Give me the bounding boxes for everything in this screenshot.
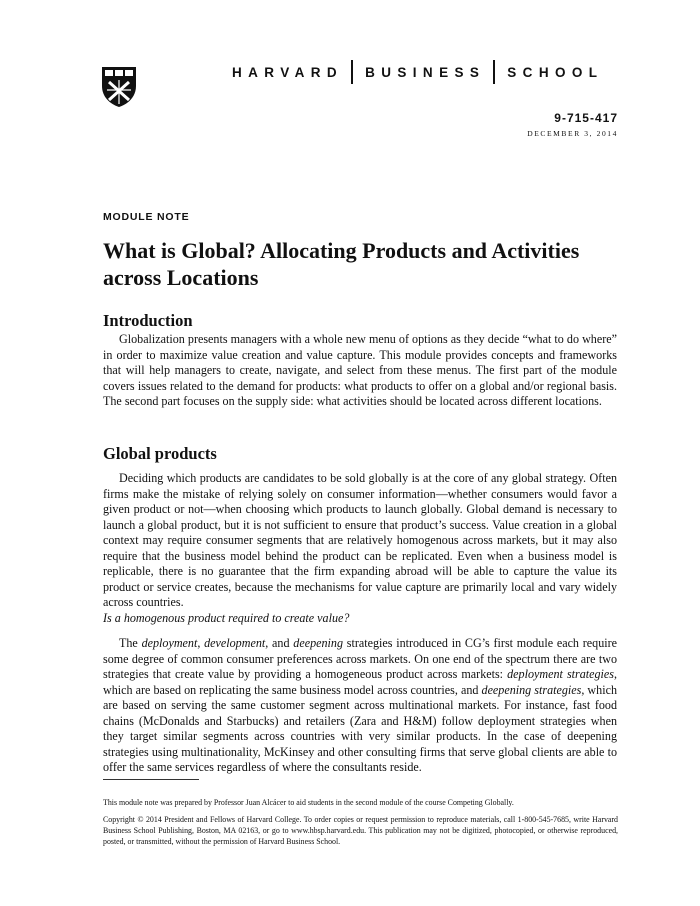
subheading-homogenous-product: Is a homogenous product required to create value? xyxy=(103,611,350,625)
global-products-paragraph: Deciding which products are candidates to be sold globally is at the core of any global strategy. Often firms make the mistake of relying solely on consumer information—whether consumers would favor a given product or not—when choosing which products to launch globally. Global demand is necessary to launch a global product, but it is not sufficient to ensure that product’s success. Value creation in a global context may require consumer segments that are relatively homogenous across markets, but it may also require that the business model behind the product can be replicated. Even when a business model is replicable, there is no guarantee that the firm expanding abroad will be able to capture the value its product or service creates, because the mechanisms for value capture are primarily local and vary widely across countries. xyxy=(103,471,617,609)
text-run: strategies introduced in CG’s first module each require some degree of common consumer preferences across markets. On one end of the spectrum there are two strategies that create value by providing a homogeneous product across markets: xyxy=(103,636,617,681)
case-number: 9-715-417 xyxy=(554,111,618,125)
term-deployment: deployment xyxy=(141,636,198,650)
intro-paragraph: Globalization presents managers with a whole new menu of options as they decide “what to do where” in order to maximize value creation and value capture. This module provides concepts and frameworks that will help managers to create, navigate, and select from these menus. The first part of the module covers issues related to the demand for products: what products to offer on a global and/or regional basis. The second part focuses on the supply side: what activities should be located across different locations. xyxy=(103,332,617,408)
wordmark-business: BUSINESS xyxy=(365,64,486,80)
wordmark-harvard: HARVARD xyxy=(232,64,344,80)
section-heading-introduction: Introduction xyxy=(103,311,193,330)
case-date: DECEMBER 3, 2014 xyxy=(527,129,618,138)
harvard-veritas-shield-icon xyxy=(101,66,137,108)
wordmark-school: SCHOOL xyxy=(507,64,604,80)
term-deepening-strategies: deepening strategies xyxy=(481,682,582,697)
text-run: , which are based on serving the same customer segment across multinational markets. For instance, fast food chains (McDonalds and Starbucks) and retailers (Zara and H&M) follow deployment strategies when they target similar segments across countries with very similar products. In the case of deepening strategies using multinationality, McKinsey and other consulting firms that serve global clients are able to offer the same services regardless of where the consultants reside. xyxy=(103,682,617,774)
term-deployment-strategies: deployment strategies xyxy=(507,667,614,681)
wordmark-divider xyxy=(351,60,353,84)
text-run: , and xyxy=(265,636,294,650)
section-heading-global-products: Global products xyxy=(103,444,217,463)
footnote-rule xyxy=(103,779,199,780)
wordmark-divider xyxy=(493,60,495,84)
text-run: , xyxy=(197,636,205,650)
institution-wordmark xyxy=(232,60,620,84)
strategies-paragraph xyxy=(103,636,617,776)
text-run: The xyxy=(119,636,142,650)
text-run: , which are based on replicating the same business model across countries, and xyxy=(103,667,618,697)
term-development: development xyxy=(204,636,266,650)
term-deepening: deepening xyxy=(293,636,343,650)
footer-note: This module note was prepared by Professor Juan Alcácer to aid students in the second module of the course Competing Globally. xyxy=(103,798,514,807)
document-title: What is Global? Allocating Products and Activities across Locations xyxy=(103,238,580,290)
document-type-label: MODULE NOTE xyxy=(103,211,190,223)
footer-copyright: Copyright © 2014 President and Fellows of Harvard College. To order copies or request permission to reproduce materials, call 1-800-545-7685, write Harvard Business School Publishing, Boston, MA 02163, or go to www.hbsp.harvard.edu. This publication may not be digitized, photocopied, or otherwise reproduced, posted, or transmitted, without the permission of Harvard Business School. xyxy=(103,815,618,846)
